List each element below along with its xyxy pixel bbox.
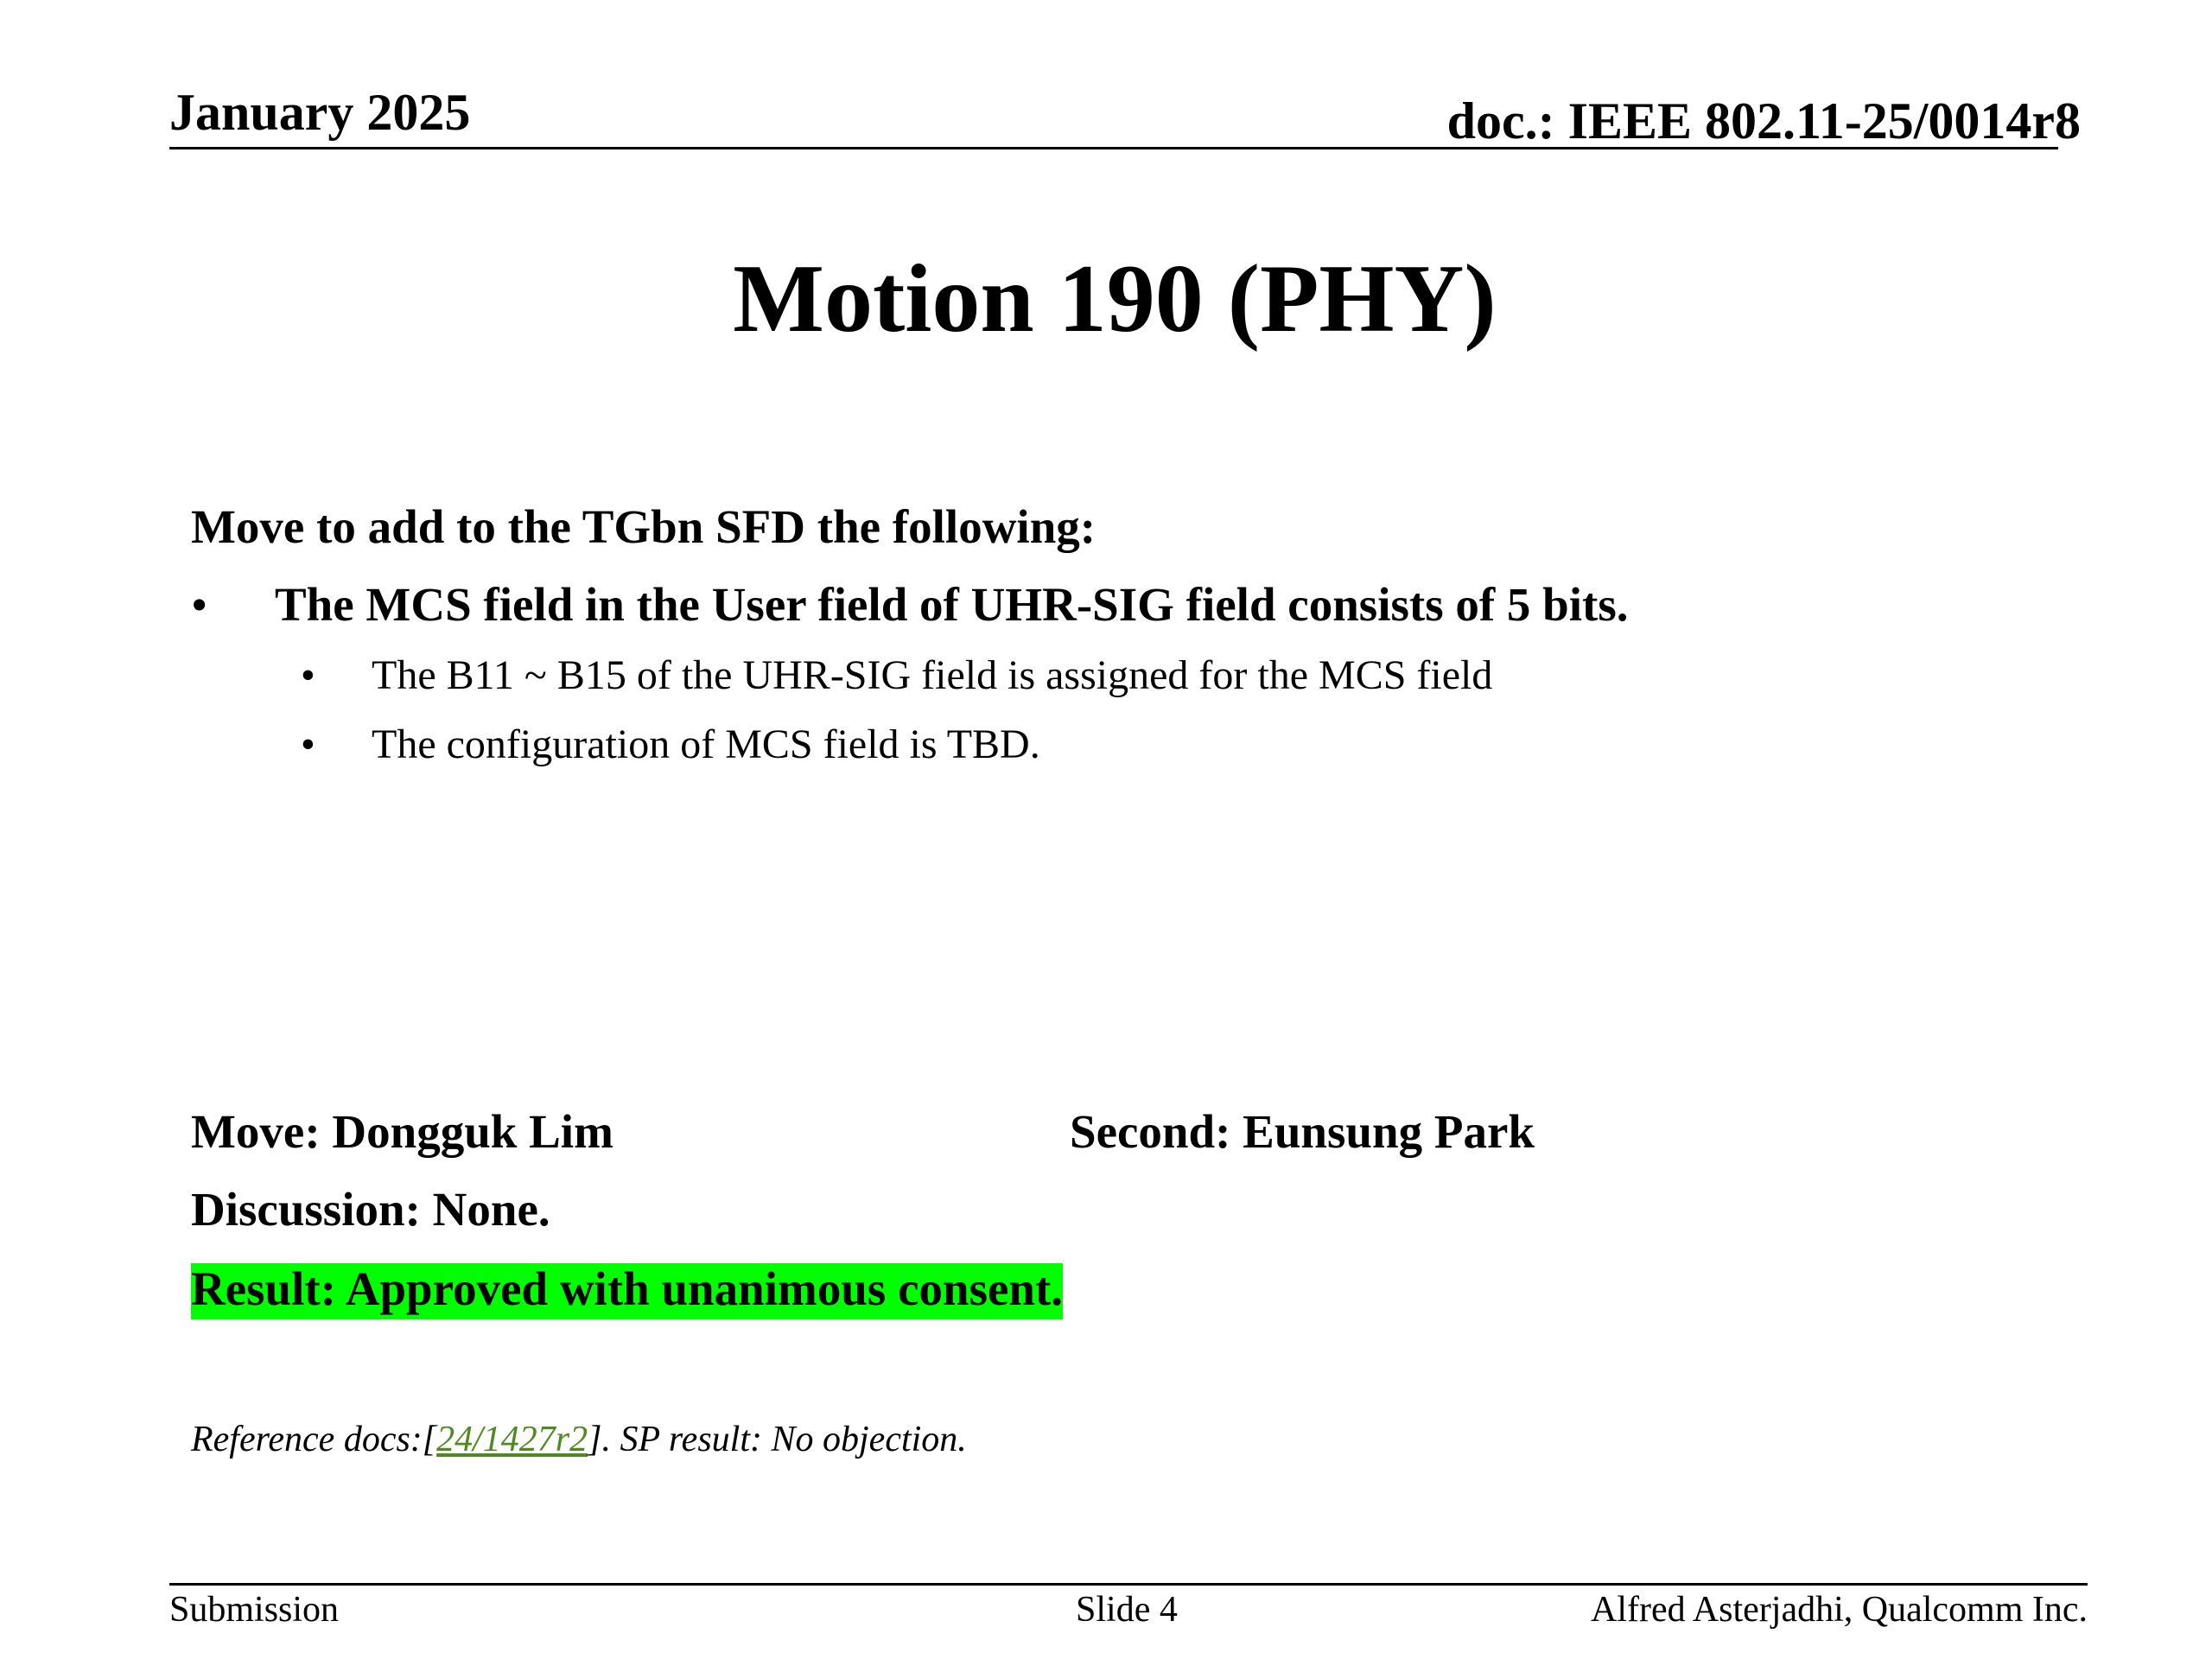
main-bullet-text: The MCS field in the User field of UHR-SIG field consists of 5 bits. [275,578,1629,631]
mover: Move: Dongguk Lim [191,1105,613,1158]
footer-submission: Submission [169,1590,340,1630]
sub-bullet-text: The B11 ~ B15 of the UHR-SIG field is assigned for the MCS field [372,652,1493,698]
slide-title: Motion 190 (PHY) [733,245,1497,353]
reference-suffix: ]. SP result: No objection. [588,1420,967,1459]
bullet-dot-icon: • [301,721,315,767]
bullet-dot-icon: • [191,578,208,631]
bullet-dot-icon: • [301,652,315,698]
discussion: Discussion: None. [191,1183,550,1236]
header-divider [169,147,2058,149]
footer-author: Alfred Asterjadhi, Qualcomm Inc. [1591,1590,2088,1630]
header-doc-id: doc.: IEEE 802.11-25/0014r8 [1446,92,2081,149]
header-date: January 2025 [169,84,471,141]
reference-prefix: Reference docs:[ [191,1420,437,1459]
footer-divider [169,1583,2088,1586]
reference-doc-link[interactable]: 24/1427r2 [436,1420,588,1459]
reference-line [191,1421,967,1458]
footer-slide-number: Slide 4 [1076,1590,1178,1630]
result-highlighted: Result: Approved with unanimous consent. [191,1263,1063,1319]
motion-intro: Move to add to the TGbn SFD the following: [191,500,1096,553]
seconder: Second: Eunsung Park [1070,1105,1535,1158]
sub-bullet-text: The configuration of MCS field is TBD. [372,721,1040,767]
